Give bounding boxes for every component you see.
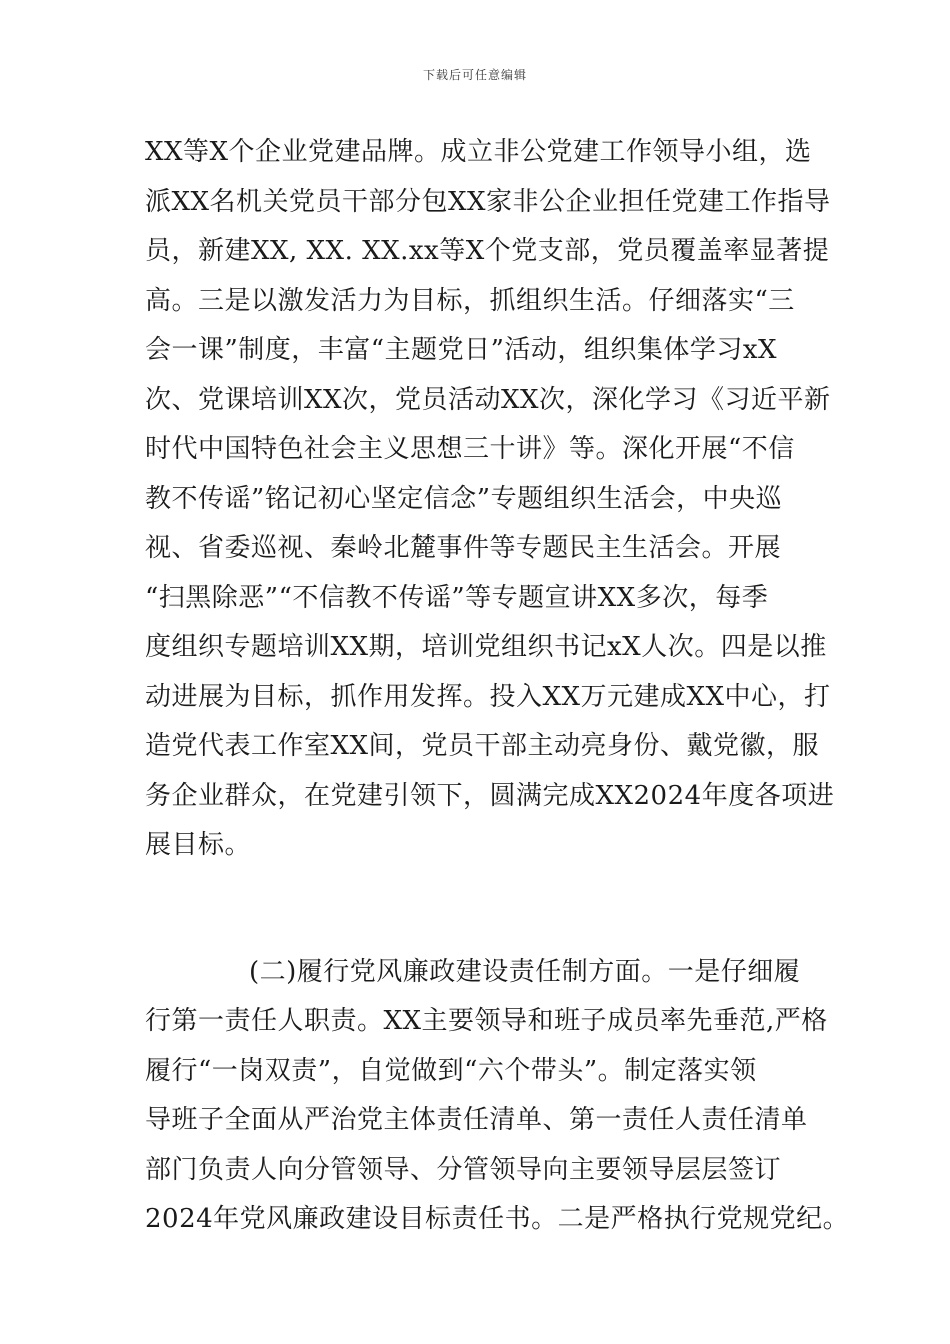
paragraph-spacer (145, 871, 835, 948)
paragraph-1 (145, 128, 835, 871)
document-body (145, 128, 850, 1245)
text-line-indented: (二)履行党风廉政建设责任制方面。一是仔细履 (249, 956, 801, 987)
text-line: 务企业群众，在党建引领下，圆满完成XX2024年度各项进 (145, 780, 835, 811)
text-line: 度组织专题培训XX期，培训党组织书记xX人次。四是以推 (145, 632, 827, 662)
text-line: 动进展为目标，抓作用发挥。投入XX万元建成XX中心，打 (145, 681, 831, 712)
text-line: 视、省委巡视、秦岭北麓事件等专题民主生活会。开展 (145, 533, 782, 563)
text-line: 时代中国特色社会主义思想三十讲》等。深化开展“不信 (145, 434, 795, 464)
text-line: 2024年党风廉政建设目标责任书。二是严格执行党规党纪。 (145, 1204, 850, 1234)
text-line: 履行“一岗双责”，自觉做到“六个带头”。制定落实领 (145, 1055, 757, 1086)
text-line: 行第一责任人职责。XX主要领导和班子成员率先垂范,严格 (145, 1006, 828, 1036)
text-line: 派XX名机关党员干部分包XX家非公企业担任党建工作指导 (145, 186, 831, 217)
text-line: 教不传谣”铭记初心坚定信念”专题组织生活会，中央巡 (145, 483, 783, 514)
paragraph-2 (145, 948, 850, 1245)
text-line: 造党代表工作室XX间，党员干部主动亮身份、戴党徽，服 (145, 731, 820, 761)
text-line: XX等X个企业党建品牌。成立非公党建工作领导小组，选 (145, 137, 812, 167)
text-line: 会一课”制度，丰富“主题党日”活动，组织集体学习xX (145, 335, 778, 365)
text-line: 导班子全面从严治党主体责任清单、第一责任人责任清单 (145, 1105, 808, 1135)
text-line: 展目标。 (145, 830, 252, 860)
text-line: 部门负责人向分管领导、分管领导向主要领导层层签订 (145, 1154, 782, 1185)
text-line: 员，新建XX, XX. XX.xx等X个党支部，党员覆盖率显著提 (145, 236, 830, 266)
text-line: 次、党课培训XX次，党员活动XX次，深化学习《习近平新 (145, 384, 831, 415)
text-line: “扫黑除恶”“不信教不传谣”等专题宣讲XX多次，每季 (145, 582, 769, 613)
page-header: 下载后可任意编辑 (422, 68, 527, 82)
text-line: 高。三是以激发活力为目标，抓组织生活。仔细落实“三 (145, 285, 795, 316)
